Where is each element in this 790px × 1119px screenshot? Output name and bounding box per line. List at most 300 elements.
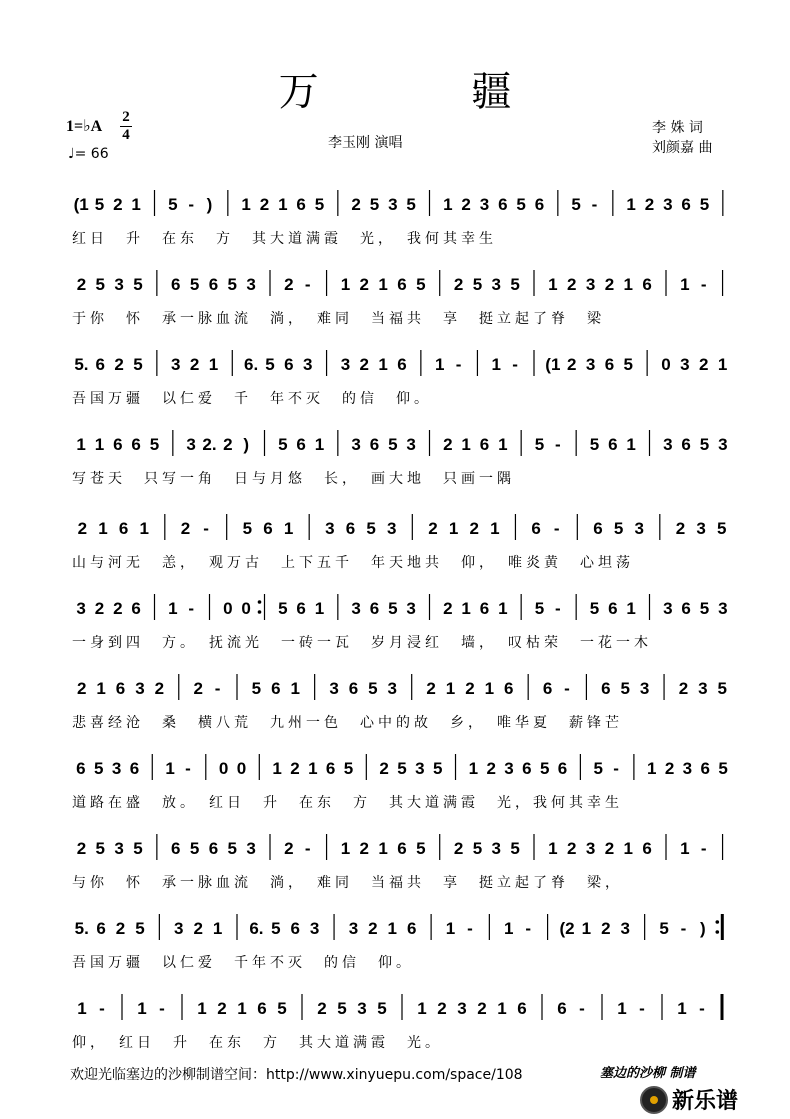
note: 1 xyxy=(497,999,507,1018)
note: 6 xyxy=(76,759,86,778)
note: 2 xyxy=(566,355,577,374)
note: - xyxy=(564,679,570,698)
note: 1 xyxy=(680,275,690,294)
note: 5 xyxy=(94,195,105,214)
note: 6 xyxy=(608,435,618,454)
note: 5 xyxy=(242,519,253,538)
note: 5 xyxy=(406,195,416,214)
note: 5 xyxy=(593,759,603,778)
note: 3 xyxy=(663,599,673,618)
note: 2. xyxy=(202,435,217,454)
note: 5 xyxy=(95,839,106,858)
note: 5 xyxy=(366,519,376,538)
note: 3 xyxy=(585,275,596,294)
note: - xyxy=(99,999,105,1018)
logo-text: 新乐谱 xyxy=(672,1089,739,1114)
note: 3 xyxy=(386,519,397,538)
note: 5 xyxy=(539,759,550,778)
lyric-text: 道路在盛 放。 红日 升 在东 方 其大道满霞 光，我何其幸生 xyxy=(72,795,623,811)
note: 6 xyxy=(296,195,306,214)
note: 2 xyxy=(428,519,438,538)
note: 6 xyxy=(208,275,219,294)
note: 2 xyxy=(193,919,203,938)
note: 1 xyxy=(498,435,508,454)
note: 2 xyxy=(351,195,361,214)
note: 5 xyxy=(416,275,426,294)
note: 5 xyxy=(337,999,347,1018)
note: 3 xyxy=(114,275,124,294)
note: 5 xyxy=(472,839,483,858)
note: - xyxy=(159,999,165,1018)
note: 5 xyxy=(227,275,238,294)
note: 6 xyxy=(604,355,615,374)
notation-line xyxy=(72,752,732,788)
note: 3 xyxy=(585,355,596,374)
note: 3 xyxy=(325,519,335,538)
note: 2 xyxy=(317,999,327,1018)
note: 3 xyxy=(357,999,367,1018)
note: 3 xyxy=(663,195,673,214)
note: 2 xyxy=(76,839,87,858)
note: 6 xyxy=(263,519,273,538)
note: 6 xyxy=(345,519,356,538)
notation-svg xyxy=(72,428,732,464)
note: 5 xyxy=(377,999,387,1018)
note: 1 xyxy=(434,355,445,374)
note: 5 xyxy=(278,599,288,618)
note: 5 xyxy=(369,195,380,214)
note: 2 xyxy=(443,599,453,618)
note: 6 xyxy=(296,599,306,618)
notation-line xyxy=(72,832,732,868)
note: 2 xyxy=(94,599,105,618)
note: 5 xyxy=(278,435,288,454)
note: 6 xyxy=(593,519,603,538)
note: 2 xyxy=(217,999,227,1018)
note: 6 xyxy=(557,999,567,1018)
credits xyxy=(652,118,712,158)
note: ) xyxy=(206,195,213,214)
note: 5 xyxy=(168,195,178,214)
score-system xyxy=(72,752,732,838)
notation-svg xyxy=(72,832,732,868)
note: 3 xyxy=(387,679,398,698)
note: - xyxy=(700,275,707,294)
time-top: 2 xyxy=(122,109,130,125)
lyric-text: 吾国万疆 以仁爱 千年不灭 的信 仰。 xyxy=(72,955,414,971)
note: 3 xyxy=(682,759,693,778)
note: 1 xyxy=(623,839,634,858)
note: 3 xyxy=(186,435,196,454)
note: 3 xyxy=(663,435,673,454)
note: 1 xyxy=(378,355,388,374)
note: - xyxy=(188,195,195,214)
note: 6 xyxy=(479,599,490,618)
note: - xyxy=(304,275,311,294)
note: 3 xyxy=(415,759,425,778)
note: - xyxy=(455,355,462,374)
note: 6 xyxy=(406,919,417,938)
note: 3 xyxy=(246,839,256,858)
note: 2 xyxy=(678,679,689,698)
note: 1 xyxy=(241,195,251,214)
note: 1 xyxy=(617,999,627,1018)
note: 6 xyxy=(115,679,126,698)
note: (1 xyxy=(73,195,89,214)
lyric-text: 山与河无 恙， 观万古 上下五千 年天地共 仰， 唯炎黄 心坦荡 xyxy=(72,555,634,571)
note: 1 xyxy=(98,519,108,538)
tempo-mark: ♩= 66 xyxy=(68,146,109,162)
note: 1 xyxy=(77,999,87,1018)
note: 1 xyxy=(290,679,300,698)
note: 3 xyxy=(170,355,181,374)
score-system xyxy=(72,592,732,678)
note: - xyxy=(203,519,209,538)
note: 5 xyxy=(416,839,426,858)
note: 6 xyxy=(642,275,652,294)
notation-line xyxy=(72,512,732,548)
notation-svg xyxy=(72,992,732,1028)
note: 3 xyxy=(680,355,690,374)
notation-line xyxy=(72,348,732,384)
footer-link[interactable]: 欢迎光临塞边的沙柳制谱空间：http://www.xinyuepu.com/space/108 xyxy=(70,1067,523,1083)
notation-svg xyxy=(72,592,732,628)
note: 1 xyxy=(717,355,728,374)
note: 5 xyxy=(343,759,354,778)
note: 1 xyxy=(490,519,500,538)
note: 5 xyxy=(432,759,443,778)
note: 2 xyxy=(437,999,447,1018)
note: 2 xyxy=(453,275,464,294)
note: 5 xyxy=(149,435,160,454)
lyric-text: 写苍天 只写一角 日与月悠 长， 画大地 只画一隅 xyxy=(72,471,515,487)
note: 2 xyxy=(477,999,487,1018)
note: 6 xyxy=(700,759,710,778)
note: 2 xyxy=(604,275,615,294)
note: 5 xyxy=(699,599,710,618)
note: 2 xyxy=(114,355,124,374)
note: 1 xyxy=(504,919,514,938)
note: 5 xyxy=(265,355,275,374)
lyric-text: 悲喜经沧 桑 横八荒 九州一色 心中的故 乡， 唯华夏 薪锋芒 xyxy=(72,715,623,731)
note: 2 xyxy=(698,355,709,374)
note: 5 xyxy=(189,839,200,858)
notation-svg xyxy=(72,672,732,708)
note: 0 xyxy=(236,759,247,778)
note: - xyxy=(680,919,687,938)
note: 6 xyxy=(296,435,306,454)
notation-line xyxy=(72,592,732,628)
note: 3 xyxy=(718,435,728,454)
note: 3 xyxy=(174,919,184,938)
note: 6 xyxy=(208,839,219,858)
note: 3 xyxy=(309,919,320,938)
note: 1 xyxy=(626,599,636,618)
note: 1 xyxy=(461,599,471,618)
key-signature: 1=♭A xyxy=(66,118,103,135)
note: 2 xyxy=(469,519,479,538)
repeat-dot xyxy=(715,930,719,934)
score-system xyxy=(72,512,732,598)
note: 0 xyxy=(241,599,251,618)
maker-credit: 塞边的沙柳 制谱 xyxy=(600,1066,696,1081)
notation-svg xyxy=(72,752,732,788)
note: 5 xyxy=(534,435,545,454)
note: 3 xyxy=(639,679,650,698)
lyric-text: 仰， 红日 升 在东 方 其大道满霞 光。 xyxy=(72,1035,443,1051)
note: 2 xyxy=(453,839,464,858)
note: 5 xyxy=(388,435,398,454)
note: 2 xyxy=(604,839,615,858)
note: 1 xyxy=(139,519,149,538)
note: 2 xyxy=(379,759,389,778)
note: 6 xyxy=(534,195,545,214)
note: 2 xyxy=(76,275,87,294)
note: 5 xyxy=(271,919,281,938)
note: 2 xyxy=(180,519,191,538)
note: 5 xyxy=(510,275,520,294)
note: 3 xyxy=(696,519,706,538)
note: 1 xyxy=(445,679,456,698)
note: - xyxy=(700,839,707,858)
note: 1 xyxy=(96,679,106,698)
note: 3 xyxy=(620,919,630,938)
score-system xyxy=(72,672,732,758)
lyric-text: 与你 怀 承一脉血流 淌， 难同 当福共 享 挺立起了脊 梁， xyxy=(72,875,623,891)
note: 3 xyxy=(634,519,644,538)
note: 3 xyxy=(457,999,467,1018)
note: 1 xyxy=(448,519,459,538)
note: 1 xyxy=(76,435,86,454)
note: 1 xyxy=(461,435,471,454)
note: 6 xyxy=(542,679,553,698)
note: 1 xyxy=(626,435,636,454)
note: 6 xyxy=(290,919,300,938)
note: - xyxy=(591,195,598,214)
note: 5 xyxy=(277,999,287,1018)
note: 2 xyxy=(644,195,655,214)
note: 2 xyxy=(290,759,300,778)
note: - xyxy=(554,599,561,618)
site-logo xyxy=(640,1084,738,1115)
note: 5 xyxy=(613,519,624,538)
note: 5 xyxy=(589,599,600,618)
note: - xyxy=(554,435,561,454)
note: 3 xyxy=(406,599,416,618)
note: 1 xyxy=(484,679,495,698)
note: 2 xyxy=(359,275,370,294)
note: 3 xyxy=(406,435,416,454)
note: 5. xyxy=(74,919,89,938)
note: 6 xyxy=(113,435,123,454)
note: - xyxy=(185,759,191,778)
note: 2 xyxy=(359,839,370,858)
note: 6 xyxy=(608,599,618,618)
note: - xyxy=(188,599,195,618)
note: 2 xyxy=(566,839,577,858)
note: 5 xyxy=(699,435,710,454)
composer-credit: 刘颜嘉 曲 xyxy=(652,140,713,156)
note: 1 xyxy=(340,275,351,294)
note: 3 xyxy=(479,195,490,214)
score-system xyxy=(72,912,732,998)
note: 1 xyxy=(197,999,207,1018)
note: 6 xyxy=(118,519,129,538)
note: 1 xyxy=(278,195,288,214)
note: 5 xyxy=(314,195,325,214)
note: ) xyxy=(700,919,706,938)
note: 3 xyxy=(351,435,361,454)
note: 6 xyxy=(369,435,380,454)
note: 3 xyxy=(302,355,313,374)
note: 2 xyxy=(76,679,87,698)
note: 3 xyxy=(114,839,124,858)
notation-line xyxy=(72,428,732,464)
note: 2 xyxy=(426,679,436,698)
note: 5 xyxy=(716,519,727,538)
note: 1 xyxy=(623,275,634,294)
note: 2 xyxy=(113,599,123,618)
note: 6 xyxy=(397,275,407,294)
note: 6 xyxy=(348,679,359,698)
note: 5 xyxy=(717,679,728,698)
note: 5 xyxy=(133,839,143,858)
note: 3 xyxy=(491,839,502,858)
note: 1 xyxy=(208,355,219,374)
note: 3 xyxy=(718,599,728,618)
note: 6. xyxy=(249,919,264,938)
note: 6 xyxy=(681,435,691,454)
note: 1 xyxy=(378,839,388,858)
note: 2 xyxy=(664,759,675,778)
singer-credit: 李玉刚 演唱 xyxy=(328,135,403,151)
note: 5 xyxy=(571,195,581,214)
note: 5 xyxy=(620,679,630,698)
note: 6 xyxy=(642,839,652,858)
note: 2 xyxy=(284,275,294,294)
notation-svg xyxy=(72,268,732,304)
note: 6 xyxy=(95,355,106,374)
notation-svg xyxy=(72,348,732,384)
note: 5 xyxy=(699,195,710,214)
notation-line xyxy=(72,268,732,304)
note: 6 xyxy=(522,759,532,778)
time-signature xyxy=(120,110,132,143)
note: 6 xyxy=(397,355,407,374)
note: 1 xyxy=(581,919,592,938)
repeat-dot xyxy=(258,610,262,614)
note: - xyxy=(467,919,473,938)
note: 3 xyxy=(246,275,256,294)
note: 3 xyxy=(111,759,122,778)
note: 5 xyxy=(718,759,728,778)
note: 5 xyxy=(95,275,106,294)
note: 3 xyxy=(698,679,708,698)
note: 0 xyxy=(218,759,229,778)
notation-svg xyxy=(72,912,732,948)
note: 6 xyxy=(257,999,267,1018)
notation-line xyxy=(72,912,732,948)
note: 5 xyxy=(94,759,104,778)
note: 1 xyxy=(212,919,223,938)
note: 1 xyxy=(445,919,456,938)
note: 6 xyxy=(284,355,294,374)
notation-line xyxy=(72,992,732,1028)
note: 5 xyxy=(472,275,483,294)
note: 2 xyxy=(115,919,126,938)
note: 3 xyxy=(329,679,339,698)
note: 3 xyxy=(76,599,86,618)
note: 1 xyxy=(314,599,325,618)
note: 5 xyxy=(251,679,262,698)
note: 5 xyxy=(133,355,143,374)
notation-svg xyxy=(72,512,732,548)
note: - xyxy=(214,679,221,698)
note: 1 xyxy=(646,759,657,778)
note: 6 xyxy=(397,839,407,858)
note: 1 xyxy=(498,599,508,618)
note: 2 xyxy=(113,195,123,214)
note: 0 xyxy=(223,599,233,618)
note: 2 xyxy=(223,435,233,454)
note: 1 xyxy=(94,435,105,454)
note: 2 xyxy=(601,919,611,938)
note: - xyxy=(512,355,518,374)
notation-line xyxy=(72,188,732,224)
note: - xyxy=(613,759,619,778)
time-bottom: 4 xyxy=(122,127,130,143)
note: 5 xyxy=(397,759,407,778)
note: 1 xyxy=(491,355,502,374)
note: 3 xyxy=(348,919,359,938)
repeat-dot xyxy=(258,600,262,604)
note: - xyxy=(579,999,585,1018)
lyric-text: 红日 升 在东 方 其大道满霞 光， 我何其幸生 xyxy=(72,231,497,247)
note: 5 xyxy=(135,919,145,938)
note: 6 xyxy=(681,195,691,214)
note: 1 xyxy=(548,275,558,294)
note: 5 xyxy=(133,275,143,294)
note: 2 xyxy=(154,679,165,698)
note: 6 xyxy=(517,999,527,1018)
note: 1 xyxy=(237,999,247,1018)
note: 5 xyxy=(534,599,545,618)
note: 2 xyxy=(486,759,496,778)
note: 5 xyxy=(368,679,378,698)
notation-svg xyxy=(72,188,732,224)
record-icon xyxy=(640,1086,668,1114)
score-system xyxy=(72,348,732,434)
note: 6 xyxy=(271,679,281,698)
note: 2 xyxy=(193,679,203,698)
note: 1 xyxy=(468,759,479,778)
note: 3 xyxy=(388,195,398,214)
note: - xyxy=(304,839,311,858)
note: 6 xyxy=(131,599,141,618)
note: 6 xyxy=(479,435,490,454)
note: 5 xyxy=(516,195,526,214)
note: 1 xyxy=(131,195,141,214)
note: - xyxy=(553,519,560,538)
score-system xyxy=(72,268,732,354)
note: 6 xyxy=(531,519,541,538)
note: 6 xyxy=(170,275,181,294)
note: 2 xyxy=(77,519,88,538)
note: 5 xyxy=(388,599,398,618)
note: 6 xyxy=(504,679,514,698)
note: 3 xyxy=(585,839,596,858)
score-system xyxy=(72,188,732,274)
